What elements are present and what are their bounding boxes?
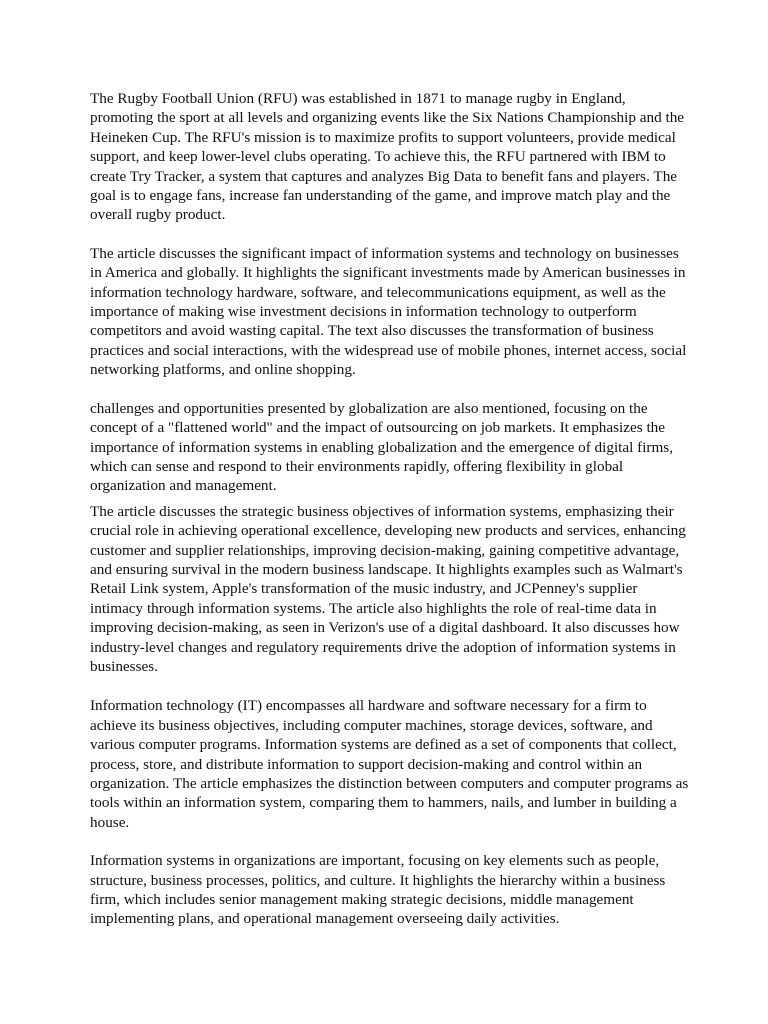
paragraph-is-impact: The article discusses the significant impact of information systems and technology on businesses in America and globally. It highlights the significant investments made by American businesses in information technology hardware, software, and telecommunications equipment, as well as the importance of making wise investment decisions in information technology to outperform competitors and avoid wasting capital. The text also discusses the transformation of business practices and social interactions, with the widespread use of mobile phones, internet access, social networking platforms, and online shopping. bbox=[90, 244, 687, 379]
paragraph-it-definition: Information technology (IT) encompasses all hardware and software necessary for a firm to achieve its business objectives, including computer machines, storage devices, software, and various computer programs. Information systems are defined as a set of components that collect, process, store, and distribute information to support decision-making and control within an organization. The article emphasizes the distinction between computers and computer programs as tools within an information system, comparing them to hammers, nails, and lumber in building a house. bbox=[90, 697, 689, 831]
paragraph-organizations: Information systems in organizations are important, focusing on key elements such as people, structure, business processes, politics, and culture. It highlights the hierarchy within a business firm, which includes senior management making strategic decisions, middle management implementing plans, and operational management overseeing daily activities. bbox=[90, 852, 666, 928]
paragraph-globalization: challenges and opportunities presented by globalization are also mentioned, focusing on the concept of a "flattened world" and the impact of outsourcing on job markets. It emphasizes the importance of information systems in enabling globalization and the emergence of digital firms, which can sense and respond to their environments rapidly, offering flexibility in global organization and management. bbox=[90, 399, 674, 495]
paragraph-rfu-overview: The Rugby Football Union (RFU) was established in 1871 to manage rugby in England, promoting the sport at all levels and organizing events like the Six Nations Championship and the Heineken Cup. The RFU's mission is to maximize profits to support volunteers, provide medical support, and keep lower-level clubs operating. To achieve this, the RFU partnered with IBM to create Try Tracker, a system that captures and analyzes Big Data to benefit fans and players. The goal is to engage fans, increase fan understanding of the game, and improve match play and the overall rugby product. bbox=[90, 90, 685, 224]
paragraph-strategic-objectives: The article discusses the strategic business objectives of information systems, emphasizing their crucial role in achieving operational excellence, developing new products and services, enhancing customer and supplier relationships, improving decision-making, gaining competitive advantage, and ensuring survival in the modern business landscape. It highlights examples such as Walmart's Retail Link system, Apple's transformation of the music industry, and JCPenney's supplier intimacy through information systems. The article also highlights the role of real-time data in improving decision-making, as seen in Verizon's use of a digital dashboard. It also discusses how industry-level changes and regulatory requirements drive the adoption of information systems in businesses. bbox=[90, 502, 686, 675]
document-page bbox=[90, 89, 690, 929]
